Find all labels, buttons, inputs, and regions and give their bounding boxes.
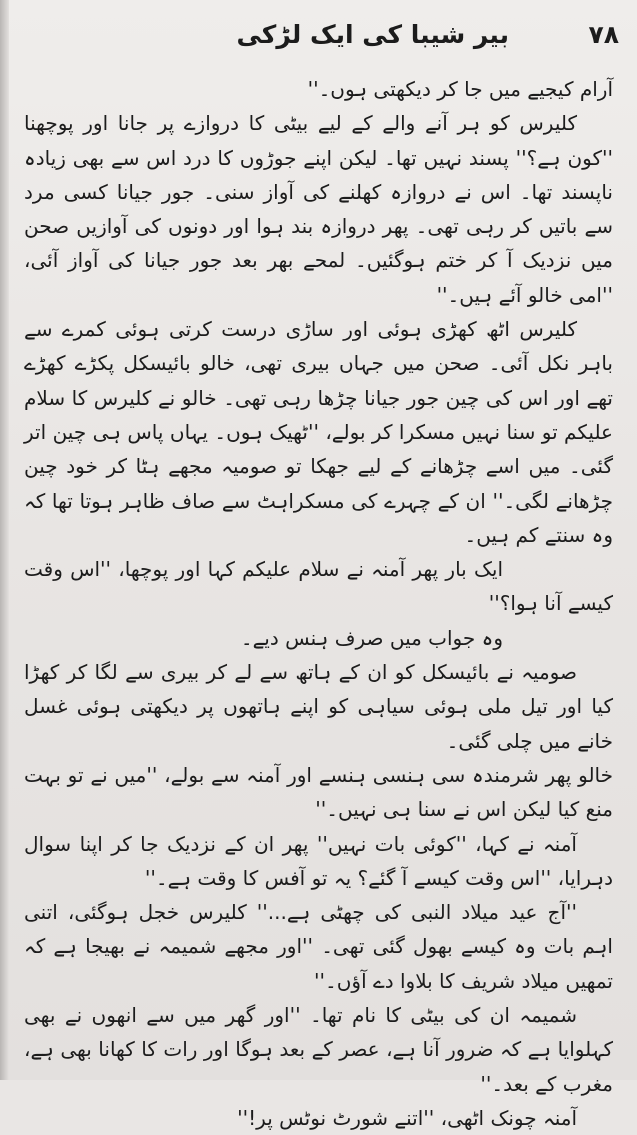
page-number: ۷۸ [588, 20, 619, 49]
paragraph: ''آج عید میلاد النبی کی چھٹی ہے...'' کلیرس خجل ہوگئی، اتنی اہم بات وہ کیسے بھول گئی تھی۔ ''اور مجھے شمیمہ نے بھیجا ہے کہ تمھیں میلاد شریف کا بلاوا دے آؤں۔'' [24, 900, 613, 993]
page-spine-shadow [0, 0, 9, 1080]
paragraph: آمنہ نے کہا، ''کوئی بات نہیں'' پھر ان کے نزدیک جا کر اپنا سوال دہرایا، ''اس وقت کیسے آ گئے؟ یہ تو آفس کا وقت ہے۔'' [24, 831, 613, 890]
paragraph: وہ جواب میں صرف ہنس دیے۔ [240, 625, 503, 650]
paragraph: شمیمہ ان کی بیٹی کا نام تھا۔ ''اور گھر میں سے انھوں نے بھی کہلوایا ہے کہ ضرور آنا ہے، عصر کے بعد ہوگا اور رات کا کھانا بھی ہے، مغرب کے بعد۔'' [24, 1003, 613, 1096]
paragraph: کلیرس اٹھ کھڑی ہوئی اور ساڑی درست کرتی ہوئی کمرے سے باہر نکل آئی۔ صحن میں جہاں بیری تھی، خالو بائیسکل پکڑے کھڑے تھے اور اس کی چین جور جیانا چڑھا رہی تھی۔ خالو نے کلیرس کا سلام علیکم تو سنا نہیں مسکرا کر بولے، ''ٹھیک ہوں۔ یہاں پاس ہی چین اتر گئی۔ میں اسے چڑھانے کے لیے جھکا تو صومیہ مجھے ہٹا کر خود چین چڑھانے لگی۔'' ان کے چہرے کی مسکراہٹ سے صاف ظاہر ہوتا تھا کہ وہ سنتے کم ہیں۔ [24, 317, 613, 547]
book-title: بیر شیبا کی ایک لڑکی [236, 20, 509, 49]
paragraph: صومیہ نے بائیسکل کو ان کے ہاتھ سے لے کر بیری سے لگا کر کھڑا کیا اور تیل ملی ہوئی سیاہی کو اپنے ہاتھوں پر دیکھتی ہوئی غسل خانے میں چلی گئی۔ [24, 660, 613, 753]
paragraph: کلیرس کو ہر آنے والے کے لیے بیٹی کا دروازے پر جانا اور پوچھنا ''کون ہے؟'' پسند نہیں تھا۔ لیکن اپنے جوڑوں کا درد اس سے بھی زیادہ ناپسند تھا۔ اس نے دروازہ کھلنے کی آواز سنی۔ جور جیانا کسی مرد سے باتیں کر رہی تھی۔ پھر دروازہ بند ہوا اور دونوں کی آوازیں صحن میں نزدیک آ کر ختم ہوگئیں۔ لمحے بھر بعد جور جیانا کی آواز آئی، ''امی خالو آئے ہیں۔'' [24, 111, 613, 307]
paragraph: خالو پھر شرمندہ سی ہنسی ہنسے اور آمنہ سے بولے، ''میں نے تو بہت منع کیا لیکن اس نے سنا ہی نہیں۔'' [24, 762, 613, 822]
body-text [24, 72, 613, 1135]
paragraph: ایک بار پھر آمنہ نے سلام علیکم کہا اور پوچھا، ''اس وقت کیسے آنا ہوا؟'' [24, 557, 613, 616]
paragraph: آمنہ چونک اٹھی، ''اتنے شورٹ نوٹس پر!'' [237, 1105, 577, 1130]
page-header [20, 14, 619, 60]
paragraph: آرام کیجیے میں جا کر دیکھتی ہوں۔'' [307, 77, 613, 101]
